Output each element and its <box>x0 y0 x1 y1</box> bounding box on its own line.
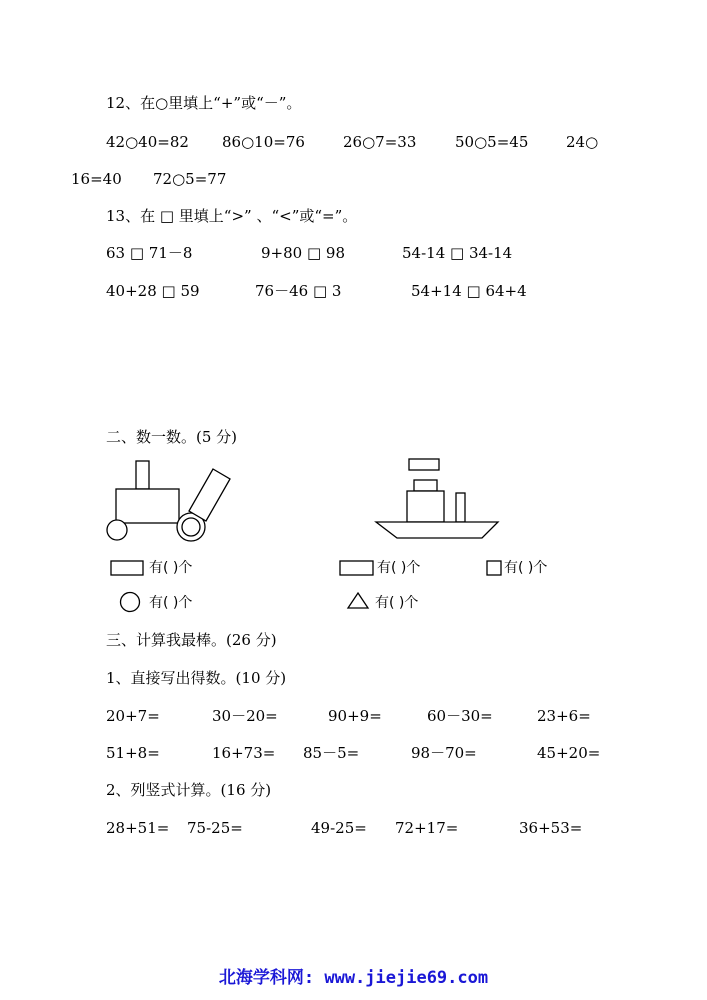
q13-r2-1: 40+28 □ 59 <box>106 282 200 300</box>
vert-calc-4: 72+17= <box>395 819 459 837</box>
calc-r2-4: 98－70= <box>411 744 477 762</box>
boat-cabin <box>407 491 444 522</box>
rectangle-icon <box>339 560 374 576</box>
q12-item-3: 26○7=33 <box>343 133 417 151</box>
tractor-arm <box>189 469 230 521</box>
tractor-big-wheel-inner <box>182 518 200 536</box>
q13-r2-3: 54+14 □ 64+4 <box>411 282 527 300</box>
calc-r1-4: 60－30= <box>427 707 493 725</box>
boat-chimney <box>456 493 465 522</box>
calc-r2-3: 85－5= <box>303 744 360 762</box>
tractor-chimney <box>136 461 149 489</box>
vert-calc-3: 49-25= <box>311 819 367 837</box>
vert-calc-5: 36+53= <box>519 819 583 837</box>
section2-title: 二、数一数。(5 分) <box>106 428 238 446</box>
q12-item-5: 24○ <box>566 133 599 151</box>
circle-icon <box>119 591 141 613</box>
calc-r1-2: 30－20= <box>212 707 278 725</box>
q13-r1-1: 63 □ 71－8 <box>106 244 193 262</box>
tractor-body <box>116 489 179 523</box>
rectangle-icon <box>110 560 145 576</box>
q13-r1-2: 9+80 □ 98 <box>261 244 345 262</box>
section3-title: 三、计算我最棒。(26 分) <box>106 631 277 649</box>
section3-sub1: 1、直接写出得数。(10 分) <box>106 669 287 687</box>
q12-item-4: 50○5=45 <box>455 133 529 151</box>
count-rectangles-tractor: 有( )个 <box>149 560 193 576</box>
calc-r2-2: 16+73= <box>212 744 276 762</box>
calc-r2-5: 45+20= <box>537 744 601 762</box>
boat-cabin-top <box>414 480 437 491</box>
square-icon <box>486 560 502 576</box>
q13-r2-2: 76－46 □ 3 <box>255 282 342 300</box>
boat-figure <box>370 452 510 542</box>
boat-top-block <box>409 459 439 470</box>
calc-r1-1: 20+7= <box>106 707 160 725</box>
q12-title: 12、在○里填上“+”或“－”。 <box>106 94 302 112</box>
count-squares-boat: 有( )个 <box>504 560 548 576</box>
vert-calc-2: 75-25= <box>187 819 243 837</box>
calc-r1-3: 90+9= <box>328 707 382 725</box>
q13-title: 13、在 □ 里填上“>” 、“<”或“=”。 <box>106 207 358 225</box>
calc-r2-1: 51+8= <box>106 744 160 762</box>
q13-r1-3: 54-14 □ 34-14 <box>402 244 513 262</box>
calc-r1-5: 23+6= <box>537 707 591 725</box>
vert-calc-1: 28+51= <box>106 819 170 837</box>
tractor-small-wheel <box>107 520 127 540</box>
section3-sub2: 2、列竖式计算。(16 分) <box>106 781 272 799</box>
tractor-figure <box>100 455 340 545</box>
q12-item-5-cont: 16=40 <box>71 170 122 188</box>
boat-hull <box>376 522 498 538</box>
count-rectangles-boat: 有( )个 <box>377 560 421 576</box>
q12-item-2: 86○10=76 <box>222 133 305 151</box>
count-triangles-boat: 有( )个 <box>375 595 419 611</box>
footer-site-link[interactable]: 北海学科网: www.jiejie69.com <box>218 968 489 988</box>
q12-item-6: 72○5=77 <box>153 170 227 188</box>
q12-item-1: 42○40=82 <box>106 133 189 151</box>
count-circles-tractor: 有( )个 <box>149 595 193 611</box>
triangle-icon <box>348 592 370 610</box>
